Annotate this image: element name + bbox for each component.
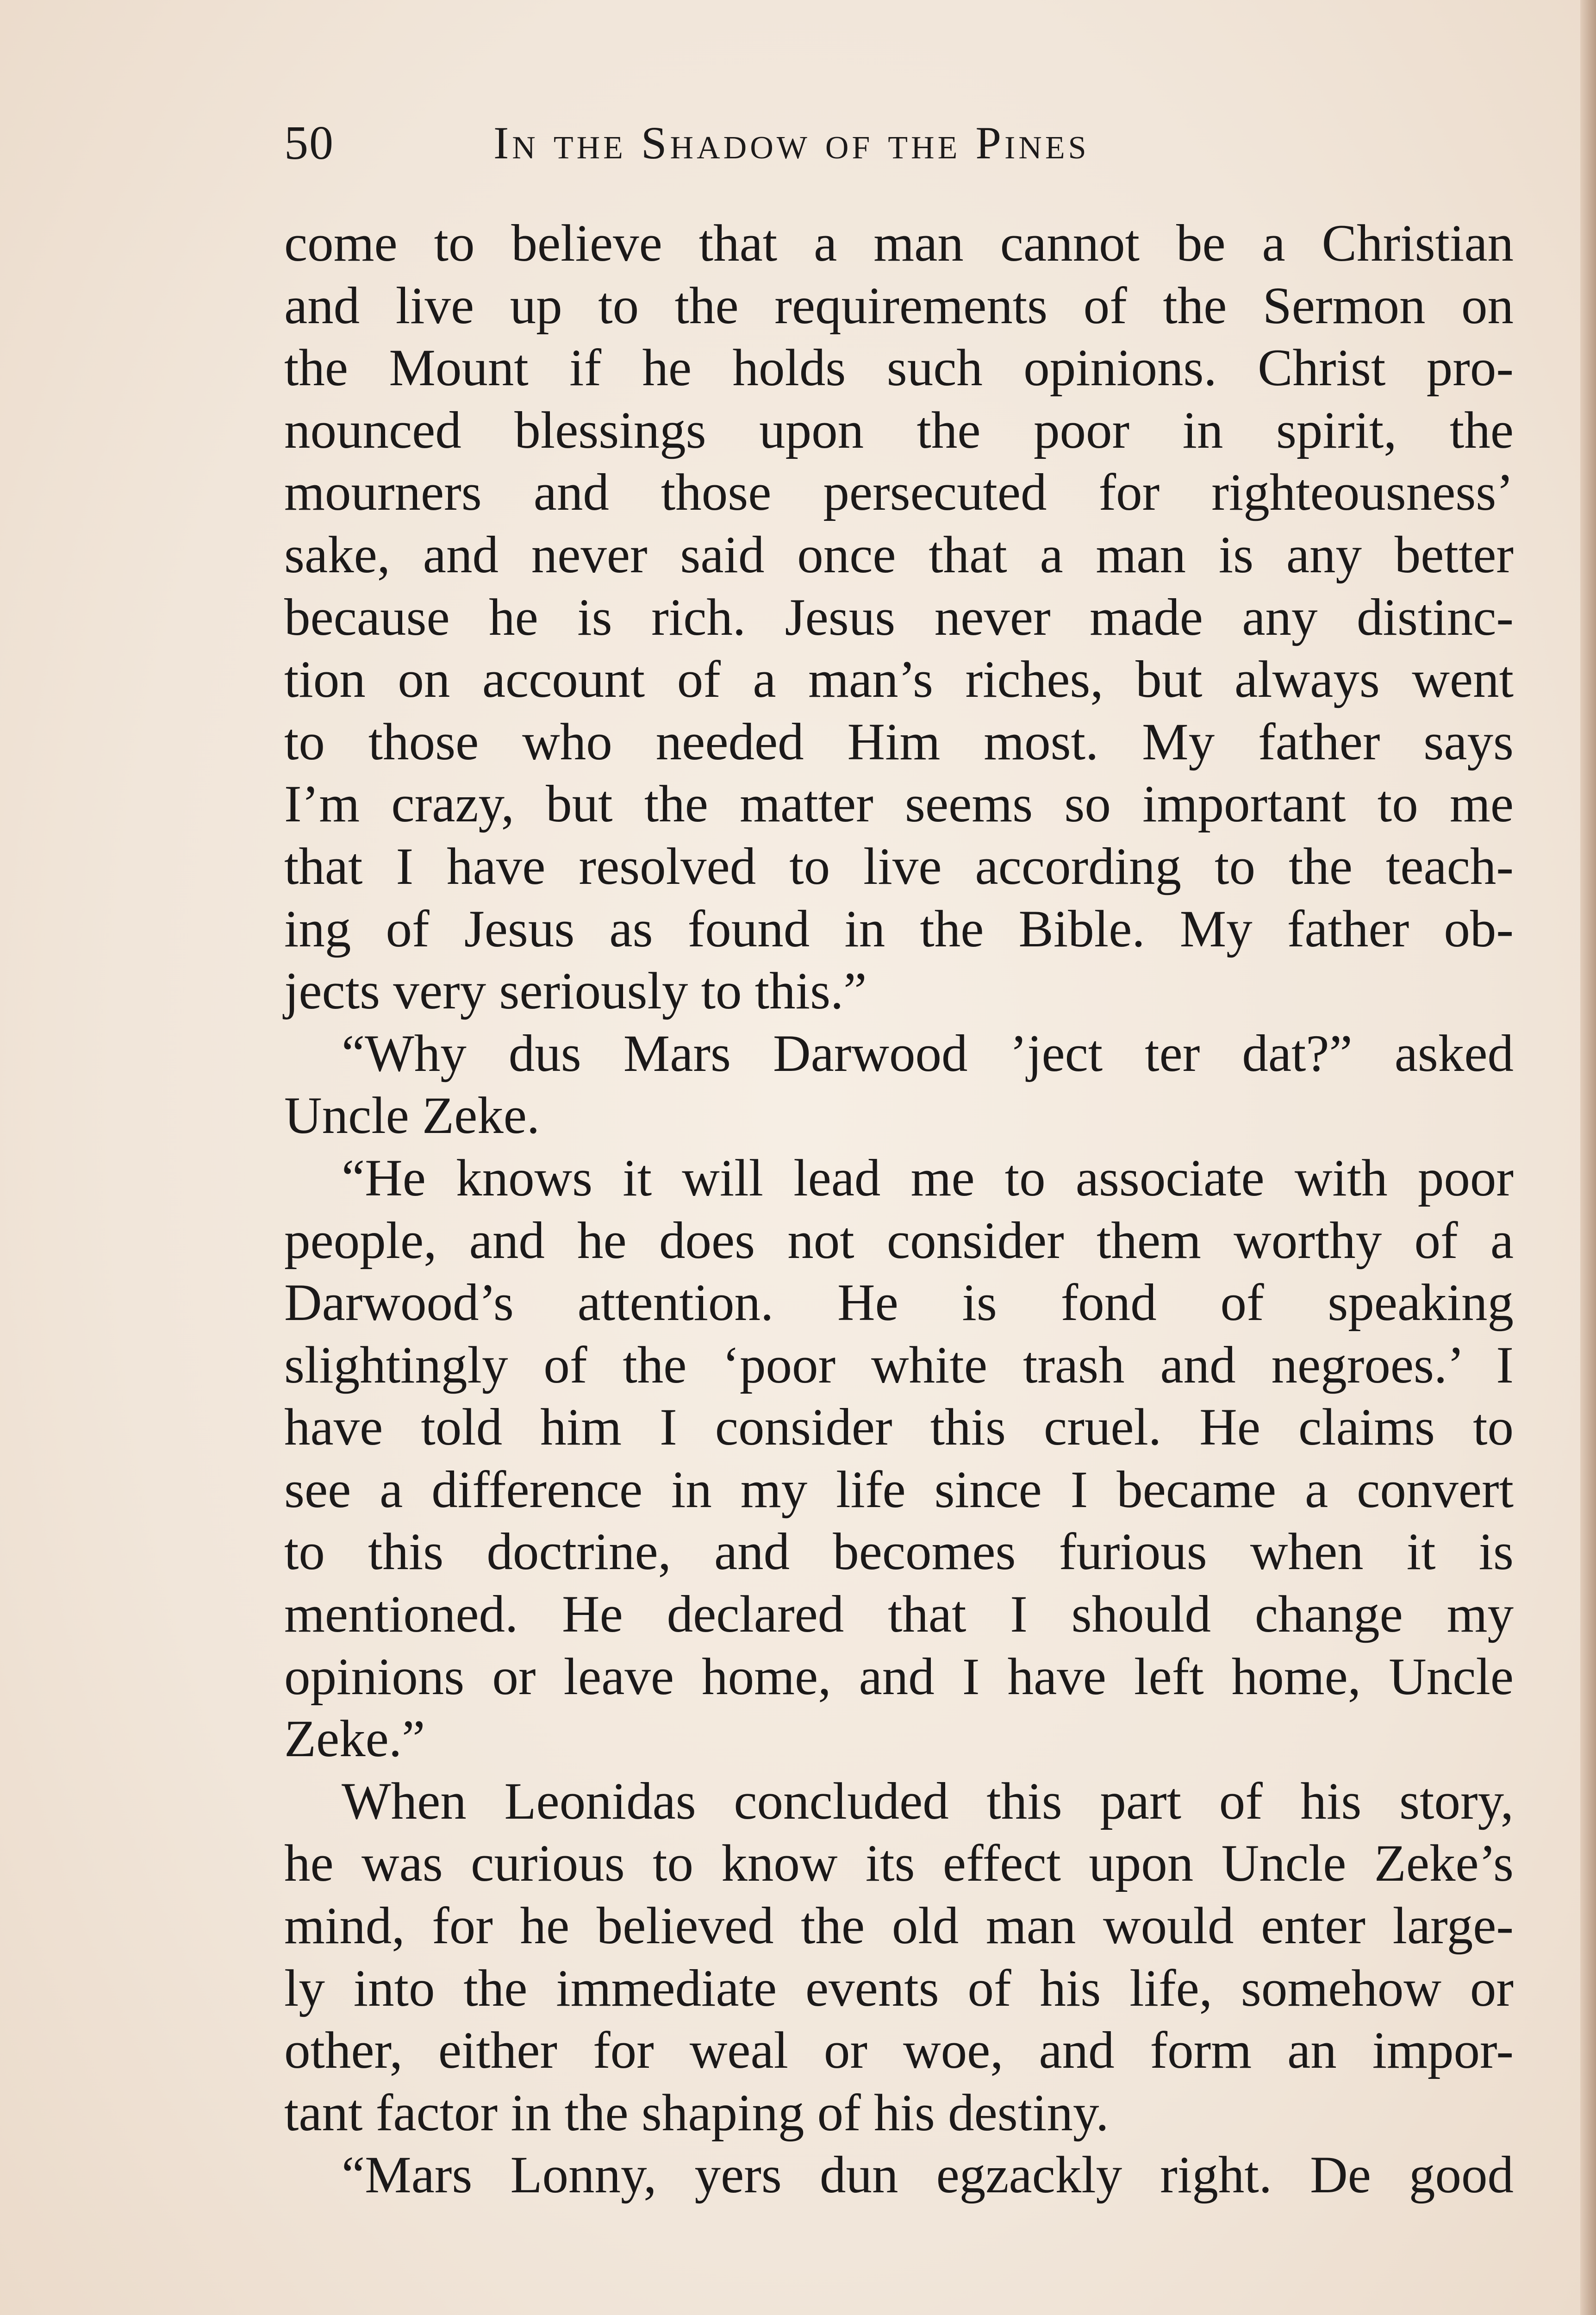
text-line: I’m crazy, but the matter seems so important to me: [284, 775, 1514, 833]
text-line: other, either for weal or woe, and form an impor-: [284, 2021, 1514, 2080]
text-line: jects very seriously to this.”: [284, 962, 867, 1020]
text-line: nounced blessings upon the poor in spirit, the: [284, 401, 1514, 459]
text-line: and live up to the requirements of the Sermon on: [284, 276, 1514, 335]
text-line: have told him I consider this cruel. He claims to: [284, 1398, 1514, 1457]
body-text: [284, 213, 1514, 2207]
text-line: the Mount if he holds such opinions. Christ pro-: [284, 339, 1514, 397]
page-header: [284, 113, 1514, 173]
text-line: slightingly of the ‘poor white trash and negroes.’ I: [284, 1336, 1514, 1394]
text-line: he was curious to know its effect upon Uncle Zeke’s: [284, 1834, 1514, 1893]
text-line: “Why dus Mars Darwood ’ject ter dat?” asked: [342, 1024, 1514, 1082]
text-line: people, and he does not consider them worthy of a: [284, 1211, 1514, 1270]
text-line: mind, for he believed the old man would enter large-: [284, 1897, 1514, 1955]
text-line: When Leonidas concluded this part of his story,: [342, 1772, 1514, 1830]
text-line: “He knows it will lead me to associate with poor: [342, 1149, 1514, 1207]
text-line: mourners and those persecuted for righteousness’: [284, 463, 1514, 522]
text-line: opinions or leave home, and I have left home, Uncle: [284, 1647, 1514, 1706]
text-line: to those who needed Him most. My father says: [284, 713, 1514, 771]
page-number: 50: [284, 116, 334, 169]
text-line: tion on account of a man’s riches, but always went: [284, 651, 1514, 709]
page-edge: [1580, 0, 1596, 2315]
text-line: ly into the immediate events of his life, somehow or: [284, 1959, 1514, 2017]
running-title: In the Shadow of the Pines: [493, 117, 1090, 169]
text-line: “Mars Lonny, yers dun egzackly right. De good: [342, 2146, 1514, 2204]
text-line: see a difference in my life since I became a convert: [284, 1460, 1514, 1519]
text-line: come to believe that a man cannot be a Christian: [284, 214, 1514, 272]
text-line: Zeke.”: [284, 1710, 425, 1768]
text-line: tant factor in the shaping of his destiny.: [284, 2084, 1109, 2142]
text-line: mentioned. He declared that I should change my: [284, 1585, 1514, 1644]
text-line: that I have resolved to live according to the teach-: [284, 837, 1514, 895]
text-line: to this doctrine, and becomes furious when it is: [284, 1523, 1514, 1581]
text-line: Uncle Zeke.: [284, 1087, 540, 1145]
text-line: because he is rich. Jesus never made any distinc-: [284, 588, 1514, 646]
text-line: ing of Jesus as found in the Bible. My father ob-: [284, 900, 1514, 958]
text-line: Darwood’s attention. He is fond of speaking: [284, 1274, 1514, 1332]
text-line: sake, and never said once that a man is any better: [284, 526, 1514, 584]
